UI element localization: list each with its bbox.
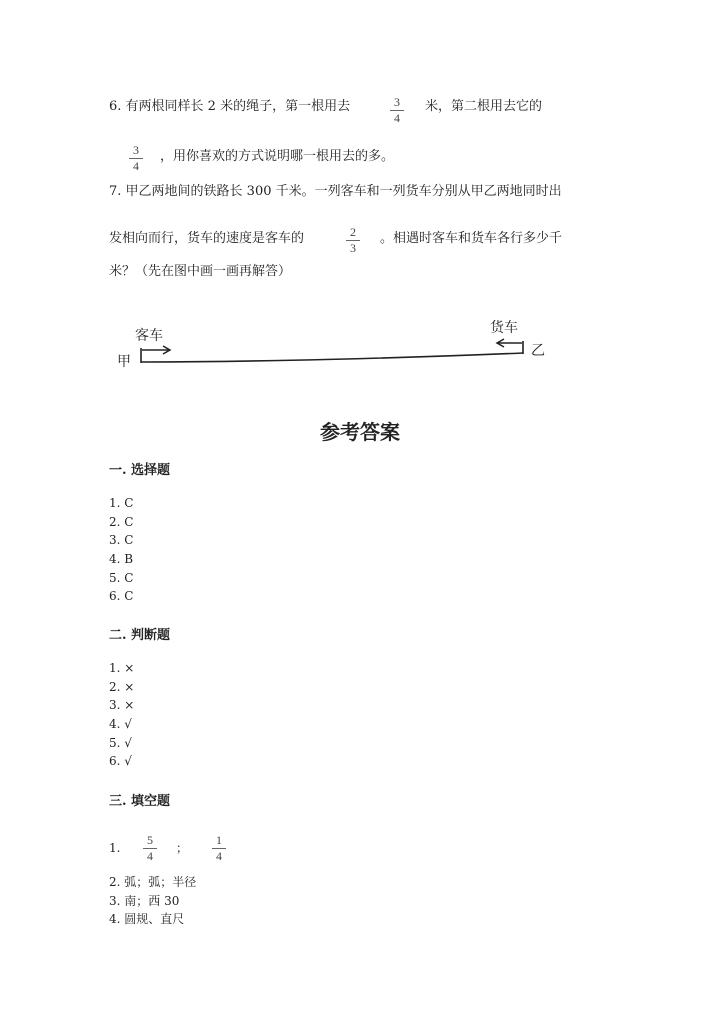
place-yi-label: 乙 [531, 343, 545, 359]
fraction-numerator: 2 [350, 225, 356, 239]
fraction-denominator: 4 [147, 849, 153, 863]
list-item: 3. C [109, 533, 134, 548]
fill-answer-1-fraction-a [142, 834, 158, 863]
list-item: 5. √ [109, 735, 132, 750]
freight-arrow-icon [497, 339, 522, 347]
fill-answers-list [109, 873, 196, 929]
list-item: 2. × [109, 679, 135, 694]
list-item: 3. × [109, 698, 135, 713]
list-item: 2. 弧；弧；半径 [109, 875, 197, 889]
route-diagram [105, 310, 565, 380]
q7-text-part1: 发相向而行，货车的速度是客车的 [109, 231, 305, 246]
list-item: 5. C [109, 570, 134, 585]
section-heading-fill: 三. 填空题 [109, 794, 171, 809]
passenger-arrow-icon [142, 346, 170, 354]
q7-text-part2: 。相遇时客车和货车各行多少千 [380, 231, 563, 246]
list-item: 4. B [109, 552, 134, 567]
passenger-train-label: 客车 [135, 328, 163, 344]
fraction-denominator: 3 [350, 241, 356, 255]
fraction-numerator: 3 [133, 143, 139, 157]
fraction-denominator: 4 [394, 111, 400, 125]
list-item: 6. √ [109, 754, 132, 769]
q6-text-part1: 6. 有两根同样长 2 米的绳子，第一根用去 [109, 99, 351, 114]
list-item: 4. 圆规、直尺 [109, 912, 185, 927]
list-item: 1. × [109, 661, 135, 675]
answer-title: 参考答案 [320, 420, 400, 444]
fill-answer-1-separator: ； [176, 841, 189, 855]
place-jia-label: 甲 [117, 354, 131, 370]
list-item: 6. C [109, 589, 134, 604]
q7-line1: 7. 甲乙两地间的铁路长 300 千米。一列客车和一列货车分别从甲乙两地同时出 [109, 184, 562, 199]
list-item: 4. √ [109, 717, 132, 732]
list-item: 2. C [109, 514, 134, 529]
fraction-numerator: 1 [216, 833, 222, 847]
list-item: 1. C [109, 496, 134, 510]
q6-fraction-1 [389, 96, 405, 125]
fill-answer-1-fraction-b [211, 834, 227, 863]
section-heading-judge: 二. 判断题 [109, 628, 171, 643]
judge-answers-list [109, 659, 134, 771]
q6-text-part3: ，用你喜欢的方式说明哪一根用去的多。 [160, 149, 395, 164]
freight-train-label: 货车 [490, 320, 518, 336]
fill-answer-1-label: 1. [109, 841, 121, 855]
fraction-numerator: 3 [394, 95, 400, 109]
choice-answers-list [109, 494, 133, 606]
section-heading-choice: 一. 选择题 [109, 463, 171, 478]
q6-fraction-2 [128, 144, 144, 173]
list-item: 3. 南；西 30 [109, 893, 180, 908]
fraction-numerator: 5 [147, 833, 153, 847]
fraction-denominator: 4 [133, 159, 139, 173]
q7-line3: 米？（先在图中画一画再解答） [109, 264, 292, 279]
route-line [141, 353, 523, 362]
fraction-denominator: 4 [216, 849, 222, 863]
q6-text-part2: 米，第二根用去它的 [425, 99, 543, 114]
q7-fraction [345, 226, 361, 255]
